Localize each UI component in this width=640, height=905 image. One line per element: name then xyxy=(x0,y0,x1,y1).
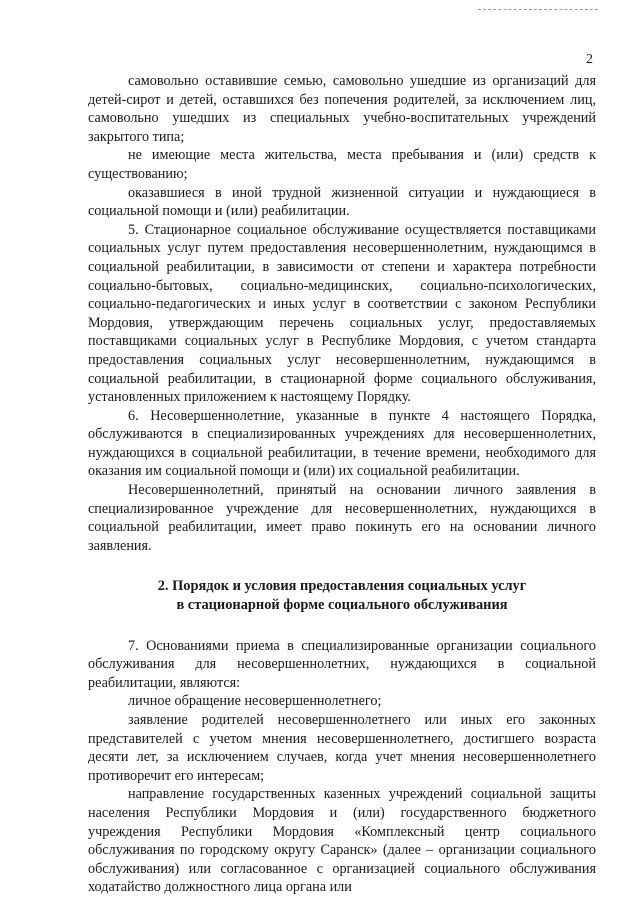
document-body xyxy=(88,72,596,897)
section-heading-line: в стационарной форме социального обслуживания xyxy=(176,597,508,614)
paragraph: Несовершеннолетний, принятый на основании личного заявления в специализированное учреждение для несовершеннолетних, нуждающихся в социальной реабилитации, имеет право покинуть его на основании личного заявления. xyxy=(88,482,596,554)
paragraph: заявление родителей несовершеннолетнего или иных его законных представителей с учетом мнения несовершеннолетнего, достигшего возраста десяти лет, за исключением случаев, когда учет мнения несовершеннолетнего противоречит его интересам; xyxy=(88,712,596,784)
paragraph: 5. Стационарное социальное обслуживание осуществляется поставщиками социальных услуг путем предоставления несовершеннолетним, нуждающимся в социальной реабилитации, в зависимости от степени и характера потребности социально-бытовых, социально-медицинских, социально-психологических, социально-педагогических и иных услуг в соответствии с законом Республики Мордовия, утверждающим перечень социальных услуг, предоставляемых поставщиками социальных услуг в Республике Мордовия, с учетом стандарта предоставления социальных услуг несовершеннолетним, нуждающимся в социальной реабилитации, в стационарной форме социального обслуживания, установленных приложением к настоящему Порядку. xyxy=(88,221,596,406)
paragraph: не имеющие места жительства, места пребывания и (или) средств к существованию; xyxy=(88,147,596,182)
scan-artifact-line xyxy=(478,9,598,10)
section-heading-line: 2. Порядок и условия предоставления социальных услуг xyxy=(157,578,527,595)
page-number: 2 xyxy=(586,52,593,67)
paragraph: оказавшиеся в иной трудной жизненной ситуации и нуждающиеся в социальной помощи и (или) реабилитации. xyxy=(88,184,596,220)
paragraph: самовольно оставившие семью, самовольно ушедшие из организаций для детей-сирот и детей, оставшихся без попечения родителей, за исключением лиц, самовольно ушедших из специальных учебно-воспитательных учреждений закрытого типа; xyxy=(88,73,596,145)
paragraph: 6. Несовершеннолетние, указанные в пункте 4 настоящего Порядка, обслуживаются в специализированных учреждениях для несовершеннолетних, нуждающихся в социальной реабилитации, в течение времени, необходимого для оказания им социальной помощи и (или) их социальной реабилитации. xyxy=(88,407,596,480)
paragraph: направление государственных казенных учреждений социальной защиты населения Республики Мордовия и (или) государственного бюджетного учреждения Республики Мордовия «Комплексный центр социального обслуживания по городскому округу Саранск» (далее – организации социального обслуживания) или согласованное с организацией социального обслуживания ходатайство должностного лица органа или xyxy=(88,786,596,896)
paragraph: 7. Основаниями приема в специализированные организации социального обслуживания для несовершеннолетних, нуждающихся в социальной реабилитации, являются: xyxy=(88,637,596,691)
section-heading xyxy=(88,577,596,614)
paragraph: личное обращение несовершеннолетнего; xyxy=(128,693,382,710)
